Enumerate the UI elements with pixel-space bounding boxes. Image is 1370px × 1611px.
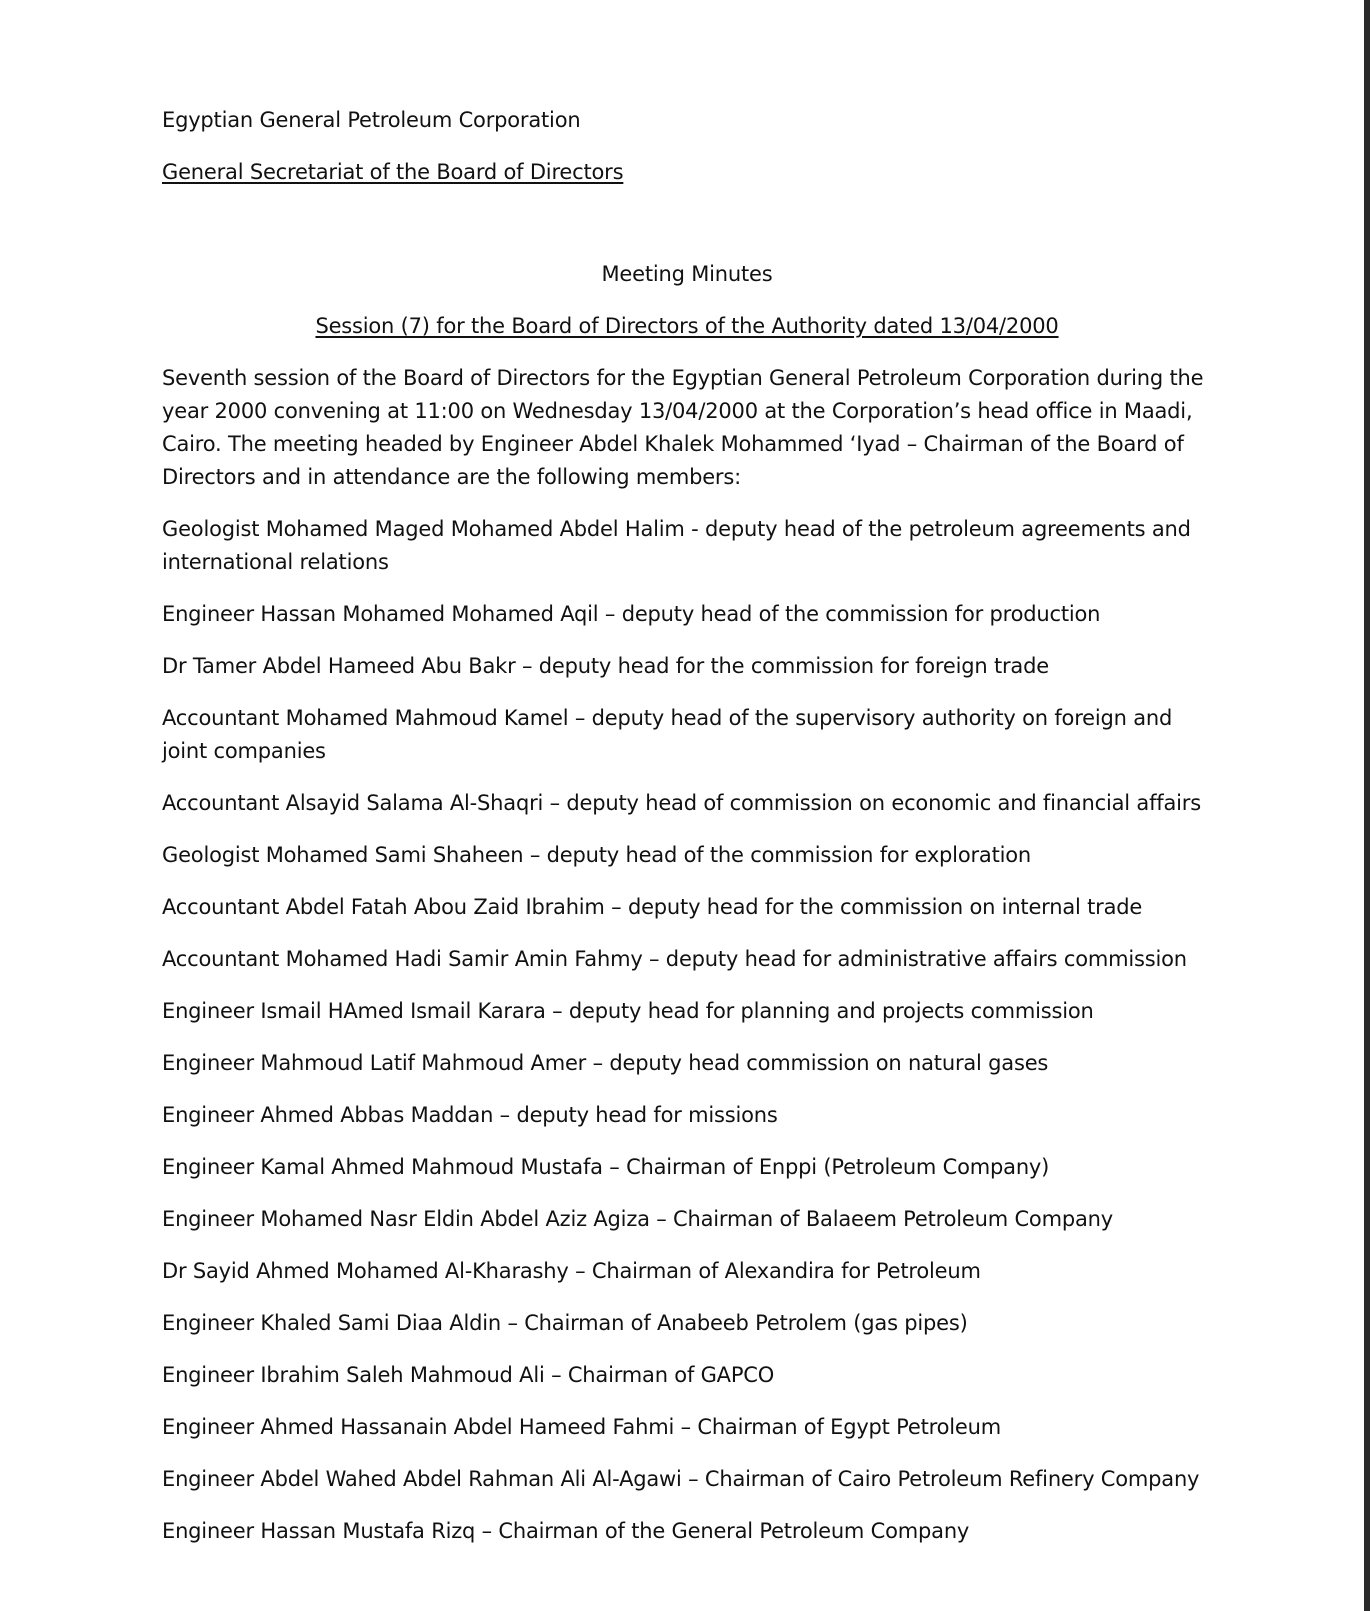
session-heading: Session (7) for the Board of Directors of the Authority dated 13/04/2000 bbox=[315, 314, 1059, 338]
document-title: Meeting Minutes bbox=[601, 262, 773, 286]
member-item: Engineer Mahmoud Latif Mahmoud Amer – deputy head commission on natural gases bbox=[162, 1051, 1049, 1075]
member-item: Accountant Mohamed Mahmoud Kamel – deputy head of the supervisory authority on foreign and joint companies bbox=[162, 706, 1173, 763]
intro-paragraph: Seventh session of the Board of Directors for the Egyptian General Petroleum Corporation during the year 2000 convening at 11:00 on Wednesday 13/04/2000 at the Corporation’s head office in Maadi, Cairo. The meeting headed by Engineer Abdel Khalek Mohammed ‘Iyad – Chairman of the Board of Directors and in attendance are the following members: bbox=[162, 366, 1204, 489]
member-item: Engineer Ibrahim Saleh Mahmoud Ali – Chairman of GAPCO bbox=[162, 1363, 775, 1387]
member-item: Geologist Mohamed Maged Mohamed Abdel Halim - deputy head of the petroleum agreements and international relations bbox=[162, 517, 1191, 574]
page-edge-divider bbox=[1364, 0, 1370, 1611]
document-body bbox=[162, 104, 1212, 1567]
member-item: Engineer Ahmed Abbas Maddan – deputy head for missions bbox=[162, 1103, 778, 1127]
member-item: Accountant Mohamed Hadi Samir Amin Fahmy – deputy head for administrative affairs commission bbox=[162, 947, 1187, 971]
organization-name: Egyptian General Petroleum Corporation bbox=[162, 108, 581, 132]
member-item: Engineer Hassan Mohamed Mohamed Aqil – deputy head of the commission for production bbox=[162, 602, 1101, 626]
member-list bbox=[162, 513, 1212, 1548]
member-item: Accountant Abdel Fatah Abou Zaid Ibrahim – deputy head for the commission on internal trade bbox=[162, 895, 1143, 919]
member-item: Dr Sayid Ahmed Mohamed Al-Kharashy – Chairman of Alexandira for Petroleum bbox=[162, 1259, 981, 1283]
member-item: Engineer Hassan Mustafa Rizq – Chairman of the General Petroleum Company bbox=[162, 1519, 970, 1543]
member-item: Accountant Alsayid Salama Al-Shaqri – deputy head of commission on economic and financial affairs bbox=[162, 791, 1201, 815]
member-item: Engineer Ismail HAmed Ismail Karara – deputy head for planning and projects commission bbox=[162, 999, 1094, 1023]
member-item: Engineer Khaled Sami Diaa Aldin – Chairman of Anabeeb Petrolem (gas pipes) bbox=[162, 1311, 968, 1335]
member-item: Dr Tamer Abdel Hameed Abu Bakr – deputy head for the commission for foreign trade bbox=[162, 654, 1049, 678]
member-item: Engineer Mohamed Nasr Eldin Abdel Aziz Agiza – Chairman of Balaeem Petroleum Company bbox=[162, 1207, 1113, 1231]
department-name: General Secretariat of the Board of Directors bbox=[162, 160, 624, 184]
member-item: Engineer Abdel Wahed Abdel Rahman Ali Al-Agawi – Chairman of Cairo Petroleum Refinery Company bbox=[162, 1467, 1200, 1491]
member-item: Engineer Ahmed Hassanain Abdel Hameed Fahmi – Chairman of Egypt Petroleum bbox=[162, 1415, 1001, 1439]
member-item: Geologist Mohamed Sami Shaheen – deputy head of the commission for exploration bbox=[162, 843, 1031, 867]
member-item: Engineer Kamal Ahmed Mahmoud Mustafa – Chairman of Enppi (Petroleum Company) bbox=[162, 1155, 1050, 1179]
